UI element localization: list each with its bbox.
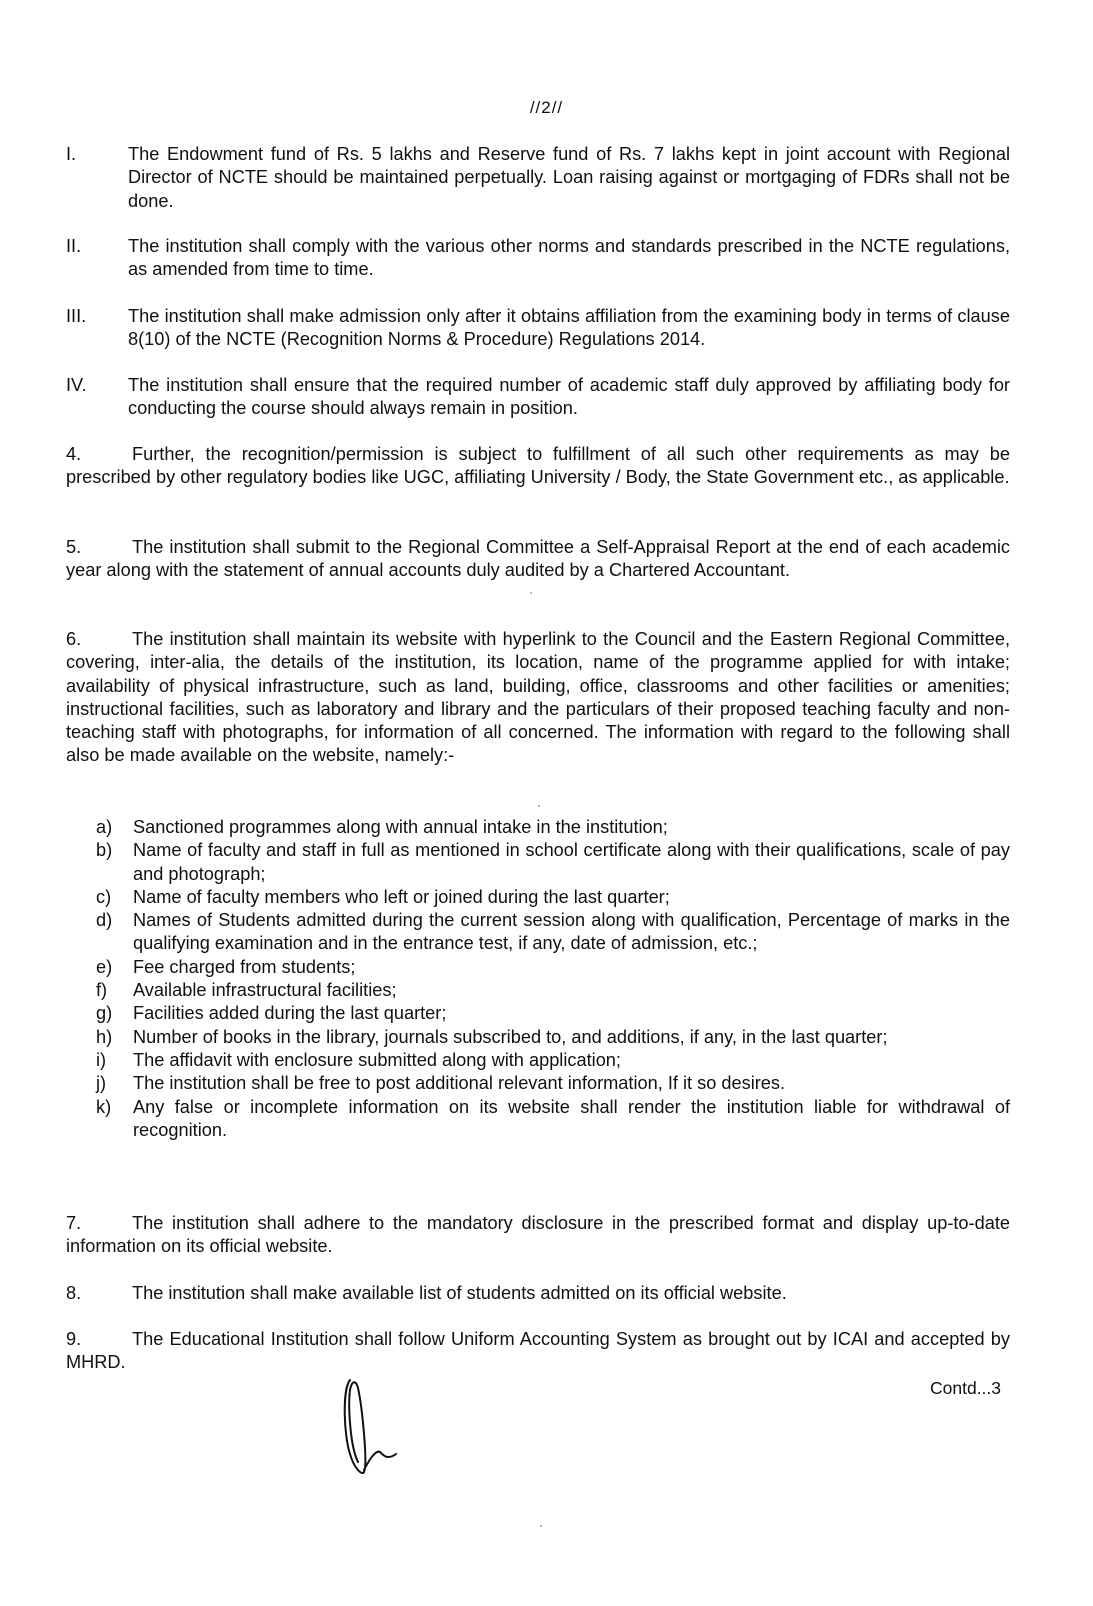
list-text: Sanctioned programmes along with annual intake in the institution; <box>133 817 668 837</box>
list-item <box>96 1002 1010 1025</box>
list-item <box>96 1026 1010 1049</box>
paragraph-4 <box>66 443 1010 490</box>
condition-item-iv <box>66 374 1010 421</box>
list-letter: e) <box>96 956 113 977</box>
list-letter: d) <box>96 910 113 931</box>
list-letter: j) <box>96 1073 107 1094</box>
item-text: The Endowment fund of Rs. 5 lakhs and Reserve fund of Rs. 7 lakhs kept in joint account with Regional Director of NCTE should be maintained perpetually. Loan raising against or mortgaging of FDRs shall not be done. <box>128 144 1010 211</box>
list-item <box>96 839 1010 886</box>
list-letter: f) <box>96 980 108 1001</box>
list-letter: k) <box>96 1096 112 1117</box>
paragraph-number: 9. <box>66 1329 82 1349</box>
list-text: Facilities added during the last quarter; <box>133 1003 447 1024</box>
list-letter: a) <box>96 817 113 837</box>
item-text: The institution shall make admission only after it obtains affiliation from the examining body in terms of clause 8(10) of the NCTE (Recognition Norms & Procedure) Regulations 2014. <box>128 306 1010 350</box>
list-item <box>96 886 1010 909</box>
list-item <box>96 956 1010 979</box>
scan-speck <box>540 1525 542 1527</box>
item-number: I. <box>66 144 77 164</box>
condition-item-ii <box>66 235 1010 282</box>
list-text: Name of faculty members who left or joined during the last quarter; <box>133 886 670 907</box>
item-text: The institution shall ensure that the required number of academic staff duly approved by affiliating body for conducting the course should always remain in position. <box>128 375 1010 419</box>
list-letter: h) <box>96 1026 113 1047</box>
paragraph-text: Further, the recognition/permission is subject to fulfillment of all such other requirements as may be prescribed by other regulatory bodies like UGC, affiliating University / Body, the State Government etc., as applicable. <box>66 444 1010 488</box>
paragraph-8 <box>66 1282 1010 1305</box>
paragraph-number: 4. <box>66 444 82 464</box>
condition-item-iii <box>66 305 1010 352</box>
list-letter: c) <box>96 886 112 907</box>
list-item <box>96 1096 1010 1143</box>
paragraph-number: 7. <box>66 1213 82 1233</box>
paragraph-text: The institution shall submit to the Regional Committee a Self-Appraisal Report at the end of each academic year along with the statement of annual accounts duly audited by a Chartered Accountant. <box>66 537 1010 581</box>
scan-speck <box>538 805 540 807</box>
scan-speck <box>530 592 532 594</box>
list-item <box>96 979 1010 1002</box>
list-item <box>96 816 1010 839</box>
item-number: III. <box>66 306 87 326</box>
continuation-note: Contd...3 <box>930 1378 1002 1398</box>
website-info-list <box>96 816 1010 1142</box>
paragraph-number: 5. <box>66 537 82 557</box>
list-text: Any false or incomplete information on its website shall render the institution liable for withdrawal of recognition. <box>133 1096 1010 1140</box>
paragraph-text: The institution shall adhere to the mandatory disclosure in the prescribed format and display up-to-date information on its official website. <box>66 1213 1010 1257</box>
list-item <box>96 1072 1010 1095</box>
list-text: Names of Students admitted during the current session along with qualification, Percentage of marks in the qualifying examination and in the entrance test, if any, date of admission, etc.; <box>133 910 1010 954</box>
paragraph-text: The Educational Institution shall follow Uniform Accounting System as brought out by ICAI and accepted by MHRD. <box>66 1329 1010 1373</box>
list-item <box>96 1049 1010 1072</box>
paragraph-text: The institution shall maintain its website with hyperlink to the Council and the Eastern Regional Committee, covering, inter-alia, the details of the institution, its location, name of the programme applied for with intake; availability of physical infrastructure, such as land, building, office, classrooms and other facilities or amenities; instructional facilities, such as laboratory and library and the particulars of their proposed teaching faculty and non-teaching staff with photographs, for information of all concerned. The information with regard to the following shall also be made available on the website, namely:- <box>66 629 1010 766</box>
paragraph-7 <box>66 1212 1010 1259</box>
list-text: Available infrastructural facilities; <box>133 980 397 1001</box>
list-letter: g) <box>96 1003 113 1024</box>
item-number: II. <box>66 236 82 256</box>
condition-item-i <box>66 143 1010 213</box>
paragraph-text: The institution shall make available list of students admitted on its official website. <box>132 1283 787 1303</box>
list-letter: i) <box>96 1049 107 1070</box>
item-number: IV. <box>66 375 87 395</box>
paragraph-number: 8. <box>66 1283 82 1303</box>
paragraph-9 <box>66 1328 1010 1375</box>
paragraph-5 <box>66 536 1010 583</box>
list-text: The affidavit with enclosure submitted along with application; <box>133 1049 621 1070</box>
list-item <box>96 909 1010 956</box>
list-text: Number of books in the library, journals subscribed to, and additions, if any, in the last quarter; <box>133 1026 888 1047</box>
list-letter: b) <box>96 840 113 861</box>
list-text: Fee charged from students; <box>133 956 356 977</box>
signature-icon <box>336 1376 426 1492</box>
paragraph-6 <box>66 628 1010 768</box>
item-text: The institution shall comply with the various other norms and standards prescribed in the NCTE regulations, as amended from time to time. <box>128 236 1010 280</box>
list-text: Name of faculty and staff in full as mentioned in school certificate along with their qualifications, scale of pay and photograph; <box>133 840 1010 884</box>
paragraph-number: 6. <box>66 629 82 649</box>
list-text: The institution shall be free to post additional relevant information, If it so desires. <box>133 1073 786 1094</box>
page-number-marker: //2// <box>529 98 564 117</box>
